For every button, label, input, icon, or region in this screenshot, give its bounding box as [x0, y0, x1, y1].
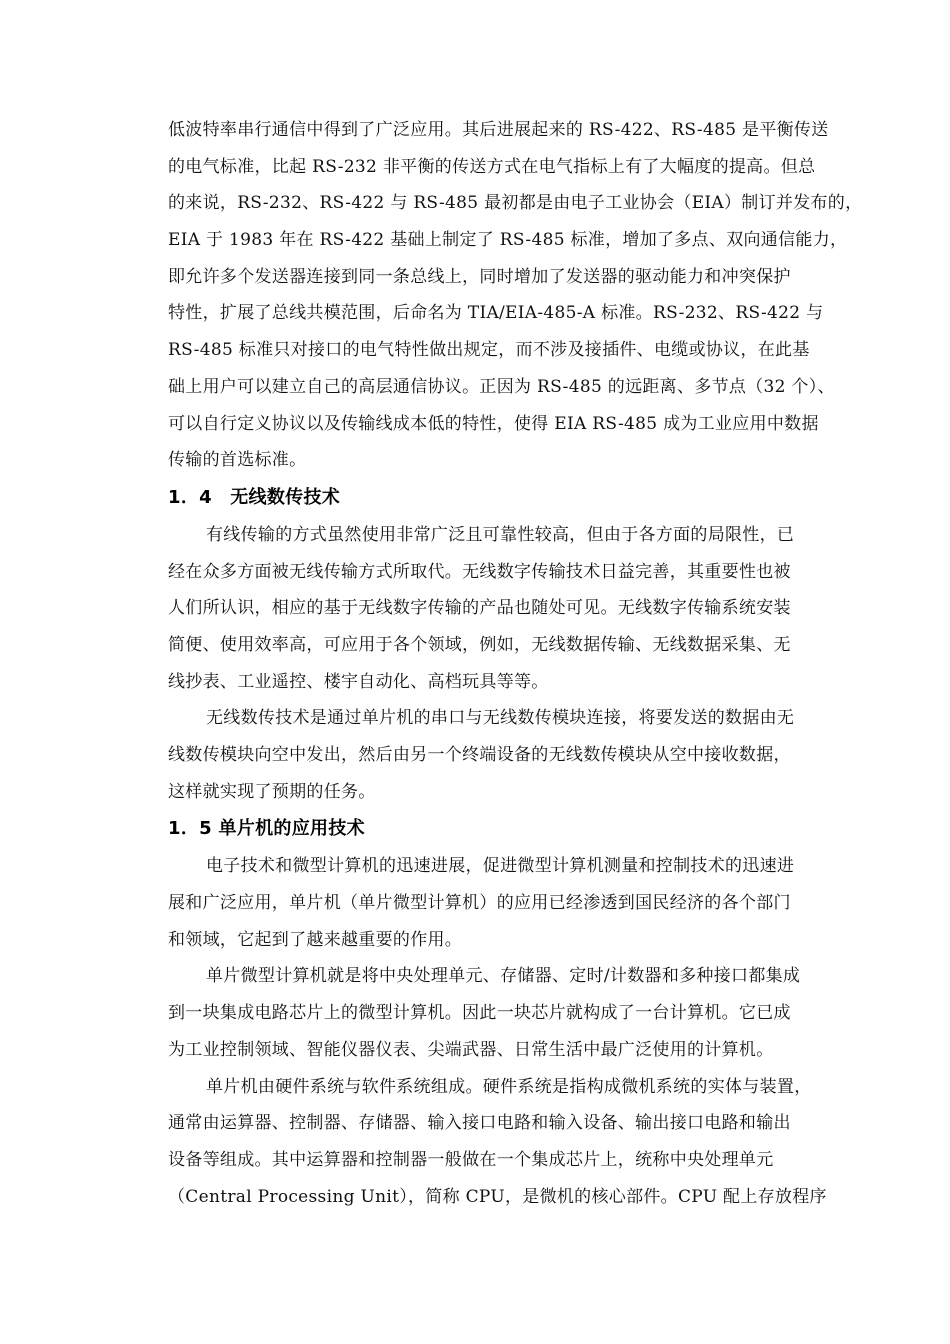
text-line: 经在众多方面被无线传输方式所取代。无线数字传输技术日益完善，其重要性也被 [168, 561, 791, 582]
text-line: 的电气标准，比起 RS-232 非平衡的传送方式在电气指标上有了大幅度的提高。但总 [168, 156, 816, 177]
paragraph-mcu-hardware [168, 1069, 880, 1216]
text-line: 无线数传技术是通过单片机的串口与无线数传模块连接，将要发送的数据由无 [206, 708, 795, 729]
text-line: 线数传模块向空中发出，然后由另一个终端设备的无线数传模块从空中接收数据， [168, 745, 791, 765]
text-line: 这样就实现了预期的任务。 [168, 781, 376, 802]
text-line: 有线传输的方式虽然使用非常广泛且可靠性较高，但由于各方面的局限性，已 [206, 524, 795, 545]
text-line: 可以自行定义协议以及传输线成本低的特性，使得 EIA RS-485 成为工业应用中数据 [168, 413, 819, 434]
text-line: 传输的首选标准。 [168, 450, 307, 471]
paragraph-mcu-intro [168, 848, 880, 958]
text-line: 人们所认识，相应的基于无线数字传输的产品也随处可见。无线数字传输系统安装 [168, 598, 791, 619]
text-line: 设备等组成。其中运算器和控制器一般做在一个集成芯片上，统称中央处理单元 [168, 1149, 774, 1170]
text-line: 的来说，RS-232、RS-422 与 RS-485 最初都是由电子工业协会（EIA）制订并发布的， [168, 193, 863, 214]
paragraph-wireless-module [168, 700, 880, 810]
text-line: 即允许多个发送器连接到同一条总线上，同时增加了发送器的驱动能力和冲突保护 [168, 266, 791, 287]
paragraph-rs485 [168, 112, 880, 479]
text-line: 和领域，它起到了越来越重要的作用。 [168, 929, 463, 950]
text-line: 特性，扩展了总线共模范围，后命名为 TIA/EIA-485-A 标准。RS-232、RS-422 与 [168, 303, 824, 324]
document-body [168, 112, 880, 1215]
text-line: 线抄表、工业遥控、楼宇自动化、高档玩具等等。 [168, 671, 549, 692]
text-line: 础上用户可以建立自己的高层通信协议。正因为 RS-485 的远距离、多节点（32 个）、 [168, 376, 835, 397]
text-line: 为工业控制领域、智能仪器仪表、尖端武器、日常生活中最广泛使用的计算机。 [168, 1039, 774, 1060]
text-line: RS-485 标准只对接口的电气特性做出规定，而不涉及接插件、电缆或协议，在此基 [168, 340, 810, 361]
text-line: 到一块集成电路芯片上的微型计算机。因此一块芯片就构成了一台计算机。它已成 [168, 1003, 791, 1024]
paragraph-wireless-intro [168, 517, 880, 700]
text-line: 通常由运算器、控制器、存储器、输入接口电路和输入设备、输出接口电路和输出 [168, 1113, 791, 1134]
text-line: 展和广泛应用，单片机（单片微型计算机）的应用已经渗透到国民经济的各个部门 [168, 893, 791, 914]
section-heading-1-5: 1．5 单片机的应用技术 [168, 818, 365, 840]
text-line: 低波特率串行通信中得到了广泛应用。其后进展起来的 RS-422、RS-485 是平衡传送 [168, 120, 829, 140]
section-heading-1-4: 1．4 无线数传技术 [168, 486, 341, 508]
text-line: 单片机由硬件系统与软件系统组成。硬件系统是指构成微机系统的实体与装置， [206, 1076, 812, 1097]
paragraph-mcu-definition [168, 958, 880, 1068]
text-line: 电子技术和微型计算机的迅速进展，促进微型计算机测量和控制技术的迅速进 [206, 856, 795, 877]
text-line: 简便、使用效率高，可应用于各个领域，例如，无线数据传输、无线数据采集、无 [168, 634, 791, 655]
text-line: 单片微型计算机就是将中央处理单元、存储器、定时/计数器和多种接口都集成 [206, 966, 801, 987]
text-line: （Central Processing Unit），简称 CPU，是微机的核心部件。CPU 配上存放程序 [168, 1186, 827, 1207]
text-line: EIA 于 1983 年在 RS-422 基础上制定了 RS-485 标准，增加了多点、双向通信能力， [168, 230, 848, 251]
